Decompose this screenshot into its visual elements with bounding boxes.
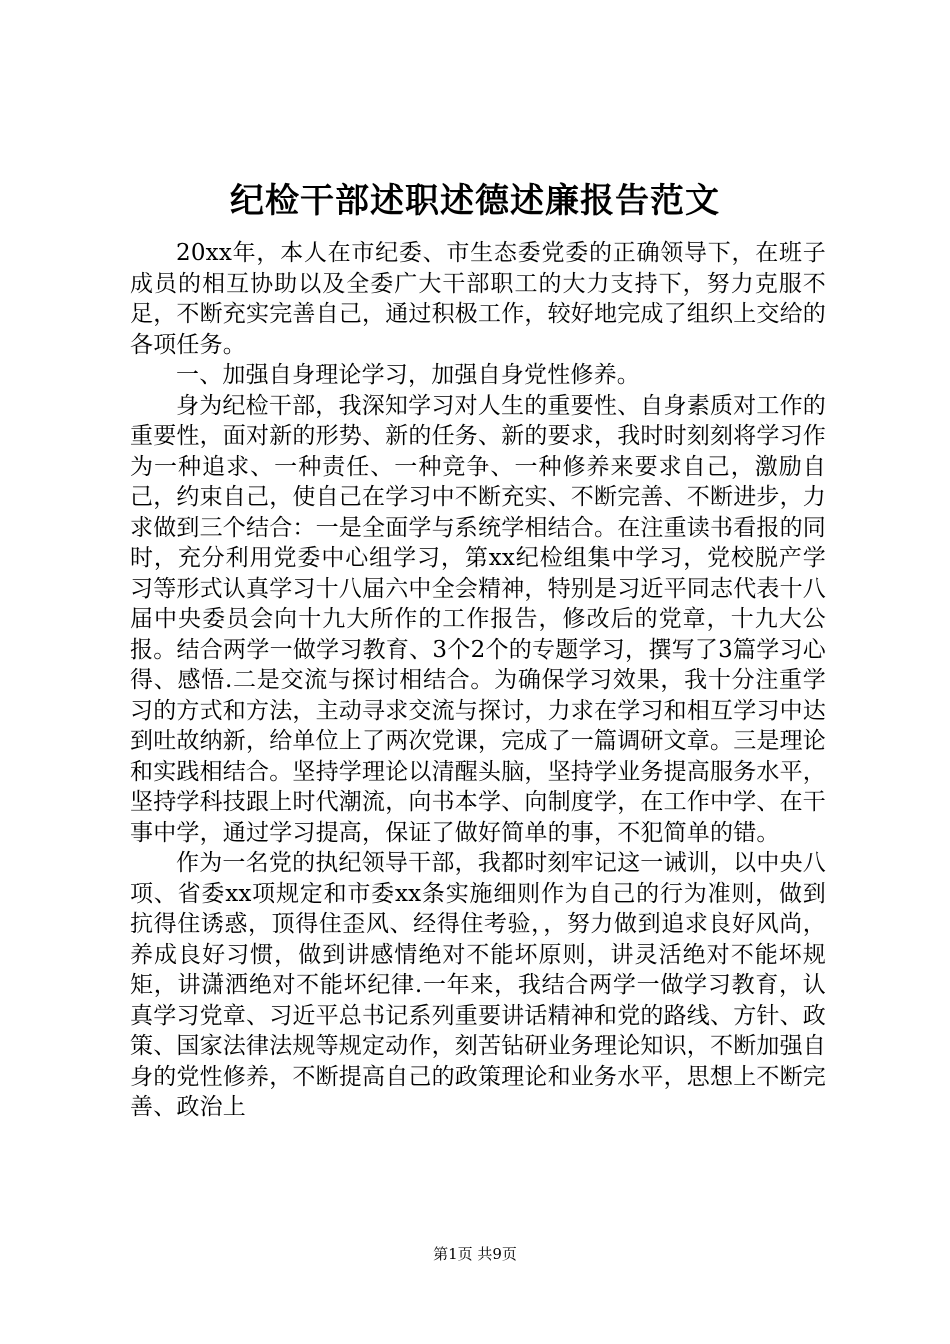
paragraph-discipline: 作为一名党的执纪领导干部，我都时刻牢记这一诫训，以中央八项、省委xx项规定和市委xx条实施细则作为自己的行为准则，做到抗得住诱惑，顶得住歪风、经得住考验，，努力做到追求良好风尚，养成良好习惯，做到讲感情绝对不能坏原则，讲灵活绝对不能坏规矩，讲潇洒绝对不能坏纪律.一年来，我结合两学一做学习教育，认真学习党章、习近平总书记系列重要讲话精神和党的路线、方针、政策、国家法律法规等规定动作，刻苦钻研业务理论知识，不断加强自身的党性修养，不断提高自己的政策理论和业务水平，思想上不断完善、政治上 (130, 850, 826, 1120)
document-body (130, 238, 826, 1123)
document-title: 纪检干部述职述德述廉报告范文 (230, 181, 720, 221)
paragraph-study: 身为纪检干部，我深知学习对人生的重要性、自身素质对工作的重要性，面对新的形势、新的任务、新的要求，我时时刻刻将学习作为一种追求、一种责任、一种竞争、一种修养来要求自己，激励自己，约束自己，使自己在学习中不断充实、不断完善、不断进步，力求做到三个结合：一是全面学与系统学相结合。在注重读书看报的同时，充分利用党委中心组学习，第xx纪检组集中学习，党校脱产学习等形式认真学习十八届六中全会精神，特别是习近平同志代表十八届中央委员会向十九大所作的工作报告，修改后的党章，十九大公报。结合两学一做学习教育、3个2个的专题学习，撰写了3篇学习心得、感悟.二是交流与探讨相结合。为确保学习效果，我十分注重学习的方式和方法，主动寻求交流与探讨，力求在学习和相互学习中达到吐故纳新，给单位上了两次党课，完成了一篇调研文章。三是理论和实践相结合。坚持学理论以清醒头脑，坚持学业务提高服务水平，坚持学科技跟上时代潮流，向书本学、向制度学，在工作中学、在干事中学，通过学习提高，保证了做好简单的事，不犯简单的错。 (130, 392, 826, 846)
paragraph-intro: 20xx年，本人在市纪委、市生态委党委的正确领导下，在班子成员的相互协助以及全委广大干部职工的大力支持下，努力克服不足，不断充实完善自己，通过积极工作，较好地完成了组织上交给的各项任务。 (130, 240, 826, 358)
page-footer: 第1页 共9页 (433, 1245, 517, 1263)
paragraph-section-heading: 一、加强自身理论学习，加强自身党性修养。 (176, 362, 640, 388)
